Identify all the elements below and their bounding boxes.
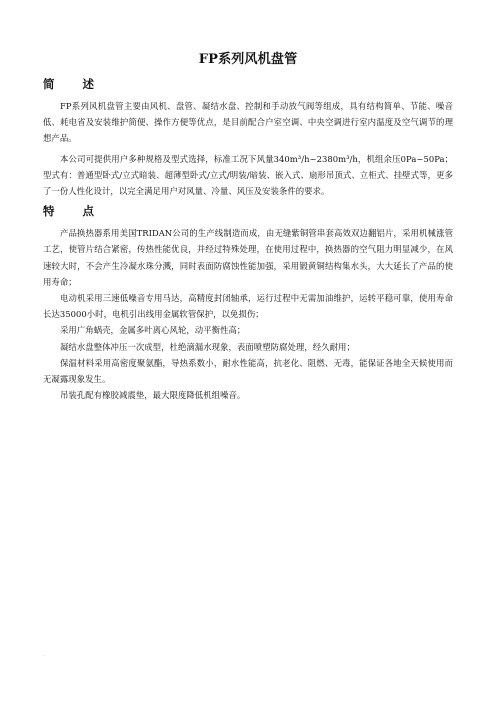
features-paragraph-6: 吊装孔配有橡胶减震垫，最大限度降低机组噪音。 [60,390,246,401]
features-paragraph-2: 电动机采用三速低噪音专用马达，高精度封闭轴承，运行过程中无需加油维护，运转平稳可靠，使用寿命长达35000小时，电机引出线用金属软管保护，以免损伤； [43,293,453,320]
document-title: FP系列风机盘管 [198,52,298,67]
features-paragraph-5: 保温材料采用高密度聚氨酯，导热系数小，耐水性能高，抗老化、阻燃、无毒，能保证各地全天候使用而无凝露现象发生。 [43,357,453,385]
section-heading-overview: 简 述 [43,77,107,91]
overview-paragraph-1: FP系列风机盘管主要由风机、盘管、凝结水盘、控制和手动放气阀等组成，具有结构简单、节能、噪音低、耗电省及安装维护简便、操作方便等优点，是目前配合户室空调、中央空调进行室内温度及空气调节的理想产品。 [43,101,453,144]
features-paragraph-1: 产品换热器系用美国TRIDAN公司的生产线制造而成，由无缝紫铜管串套高效双边翻铝片，采用机械涨管工艺，使管片结合紧密，传热性能优良，并经过特殊处理，在使用过程中，换热器的空气阻力明显减少，在风速较大时，不会产生冷凝水珠分溅，同时表面防腐蚀性能加强，采用锻黄铜结构集水头，大大延长了产品的使用寿命； [43,228,453,287]
features-paragraph-3: 采用广角蜗壳，金属多叶离心风轮，动平衡性高； [60,325,246,336]
section-heading-features: 特 点 [43,204,107,219]
features-paragraph-4: 凝结水盘整体冲压一次成型，杜绝滴漏水现象，表面喷塑防腐处理，经久耐用； [60,341,355,352]
overview-paragraph-2: 本公司可提供用户多种规格及型式选择，标准工况下风量340m³/h~2380m³/h，机组余压0Pa~50Pa；型式有：普通型卧式/立式暗装、超薄型卧式/立式/明装/暗装、嵌入式、扇形吊顶式、立柜式、挂壁式等，更多了一份人性化设计，以完全满足用户对风量、冷量、风压及安装条件的要求。 [43,153,453,197]
footer-mark: . [43,652,45,658]
